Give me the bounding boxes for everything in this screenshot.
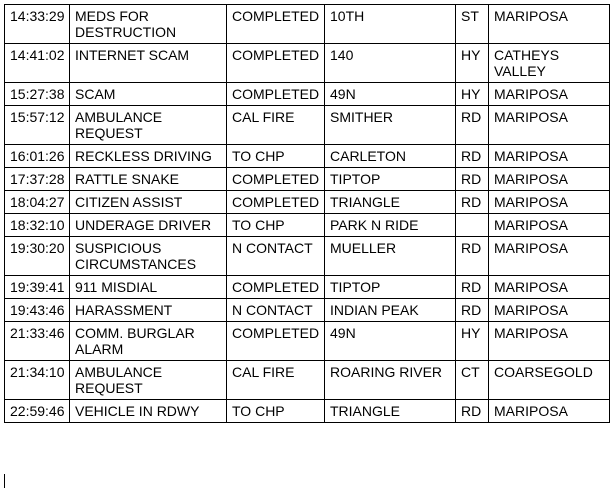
street-cell: TRIANGLE	[325, 400, 456, 423]
table-continuation-line	[4, 474, 6, 488]
street-cell: 10TH	[325, 5, 456, 44]
time-cell: 15:57:12	[5, 106, 70, 145]
street-suffix-cell: RD	[456, 145, 489, 168]
time-cell: 18:32:10	[5, 214, 70, 237]
call-type-cell: VEHICLE IN RDWY	[70, 400, 227, 423]
time-cell: 15:27:38	[5, 83, 70, 106]
city-cell: MARIPOSA	[489, 145, 610, 168]
table-row	[5, 299, 610, 322]
table-row	[5, 400, 610, 423]
table-row	[5, 191, 610, 214]
status-cell: CAL FIRE	[227, 106, 325, 145]
city-cell: MARIPOSA	[489, 322, 610, 361]
street-suffix-cell: CT	[456, 361, 489, 400]
street-cell: TIPTOP	[325, 168, 456, 191]
street-cell: INDIAN PEAK	[325, 299, 456, 322]
street-cell: ROARING RIVER	[325, 361, 456, 400]
table-row	[5, 237, 610, 276]
city-cell: MARIPOSA	[489, 191, 610, 214]
city-cell: MARIPOSA	[489, 83, 610, 106]
call-type-cell: COMM. BURGLAR ALARM	[70, 322, 227, 361]
street-cell: TRIANGLE	[325, 191, 456, 214]
status-cell: COMPLETED	[227, 5, 325, 44]
street-suffix-cell: RD	[456, 106, 489, 145]
call-log-body	[5, 5, 610, 423]
status-cell: TO CHP	[227, 400, 325, 423]
table-row	[5, 214, 610, 237]
status-cell: N CONTACT	[227, 237, 325, 276]
time-cell: 19:43:46	[5, 299, 70, 322]
table-row	[5, 106, 610, 145]
status-cell: TO CHP	[227, 145, 325, 168]
table-row	[5, 322, 610, 361]
time-cell: 22:59:46	[5, 400, 70, 423]
table-row	[5, 5, 610, 44]
call-type-cell: SCAM	[70, 83, 227, 106]
city-cell: MARIPOSA	[489, 106, 610, 145]
call-type-cell: SUSPICIOUS CIRCUMSTANCES	[70, 237, 227, 276]
time-cell: 16:01:26	[5, 145, 70, 168]
call-type-cell: INTERNET SCAM	[70, 44, 227, 83]
city-cell: MARIPOSA	[489, 237, 610, 276]
time-cell: 21:33:46	[5, 322, 70, 361]
street-cell: 140	[325, 44, 456, 83]
table-row	[5, 276, 610, 299]
street-cell: PARK N RIDE	[325, 214, 456, 237]
city-cell: CATHEYS VALLEY	[489, 44, 610, 83]
status-cell: COMPLETED	[227, 191, 325, 214]
status-cell: COMPLETED	[227, 276, 325, 299]
call-type-cell: CITIZEN ASSIST	[70, 191, 227, 214]
call-type-cell: HARASSMENT	[70, 299, 227, 322]
street-suffix-cell: RD	[456, 299, 489, 322]
call-type-cell: 911 MISDIAL	[70, 276, 227, 299]
city-cell: MARIPOSA	[489, 5, 610, 44]
time-cell: 17:37:28	[5, 168, 70, 191]
time-cell: 18:04:27	[5, 191, 70, 214]
street-cell: 49N	[325, 322, 456, 361]
call-type-cell: MEDS FOR DESTRUCTION	[70, 5, 227, 44]
status-cell: COMPLETED	[227, 83, 325, 106]
street-cell: TIPTOP	[325, 276, 456, 299]
city-cell: MARIPOSA	[489, 276, 610, 299]
street-suffix-cell: RD	[456, 237, 489, 276]
time-cell: 21:34:10	[5, 361, 70, 400]
street-suffix-cell: HY	[456, 83, 489, 106]
table-row	[5, 361, 610, 400]
call-type-cell: AMBULANCE REQUEST	[70, 106, 227, 145]
street-suffix-cell: RD	[456, 400, 489, 423]
status-cell: N CONTACT	[227, 299, 325, 322]
street-suffix-cell: RD	[456, 191, 489, 214]
call-type-cell: AMBULANCE REQUEST	[70, 361, 227, 400]
street-suffix-cell	[456, 214, 489, 237]
status-cell: COMPLETED	[227, 322, 325, 361]
call-type-cell: RECKLESS DRIVING	[70, 145, 227, 168]
street-suffix-cell: RD	[456, 168, 489, 191]
call-log-table	[4, 4, 610, 423]
street-suffix-cell: RD	[456, 276, 489, 299]
street-suffix-cell: HY	[456, 322, 489, 361]
street-cell: CARLETON	[325, 145, 456, 168]
status-cell: CAL FIRE	[227, 361, 325, 400]
status-cell: COMPLETED	[227, 44, 325, 83]
time-cell: 14:33:29	[5, 5, 70, 44]
table-row	[5, 44, 610, 83]
street-cell: MUELLER	[325, 237, 456, 276]
table-row	[5, 145, 610, 168]
city-cell: MARIPOSA	[489, 214, 610, 237]
status-cell: COMPLETED	[227, 168, 325, 191]
table-row	[5, 83, 610, 106]
street-suffix-cell: ST	[456, 5, 489, 44]
city-cell: MARIPOSA	[489, 168, 610, 191]
call-type-cell: UNDERAGE DRIVER	[70, 214, 227, 237]
street-suffix-cell: HY	[456, 44, 489, 83]
status-cell: TO CHP	[227, 214, 325, 237]
call-type-cell: RATTLE SNAKE	[70, 168, 227, 191]
time-cell: 19:39:41	[5, 276, 70, 299]
city-cell: MARIPOSA	[489, 299, 610, 322]
table-row	[5, 168, 610, 191]
city-cell: MARIPOSA	[489, 400, 610, 423]
city-cell: COARSEGOLD	[489, 361, 610, 400]
street-cell: 49N	[325, 83, 456, 106]
street-cell: SMITHER	[325, 106, 456, 145]
time-cell: 19:30:20	[5, 237, 70, 276]
time-cell: 14:41:02	[5, 44, 70, 83]
